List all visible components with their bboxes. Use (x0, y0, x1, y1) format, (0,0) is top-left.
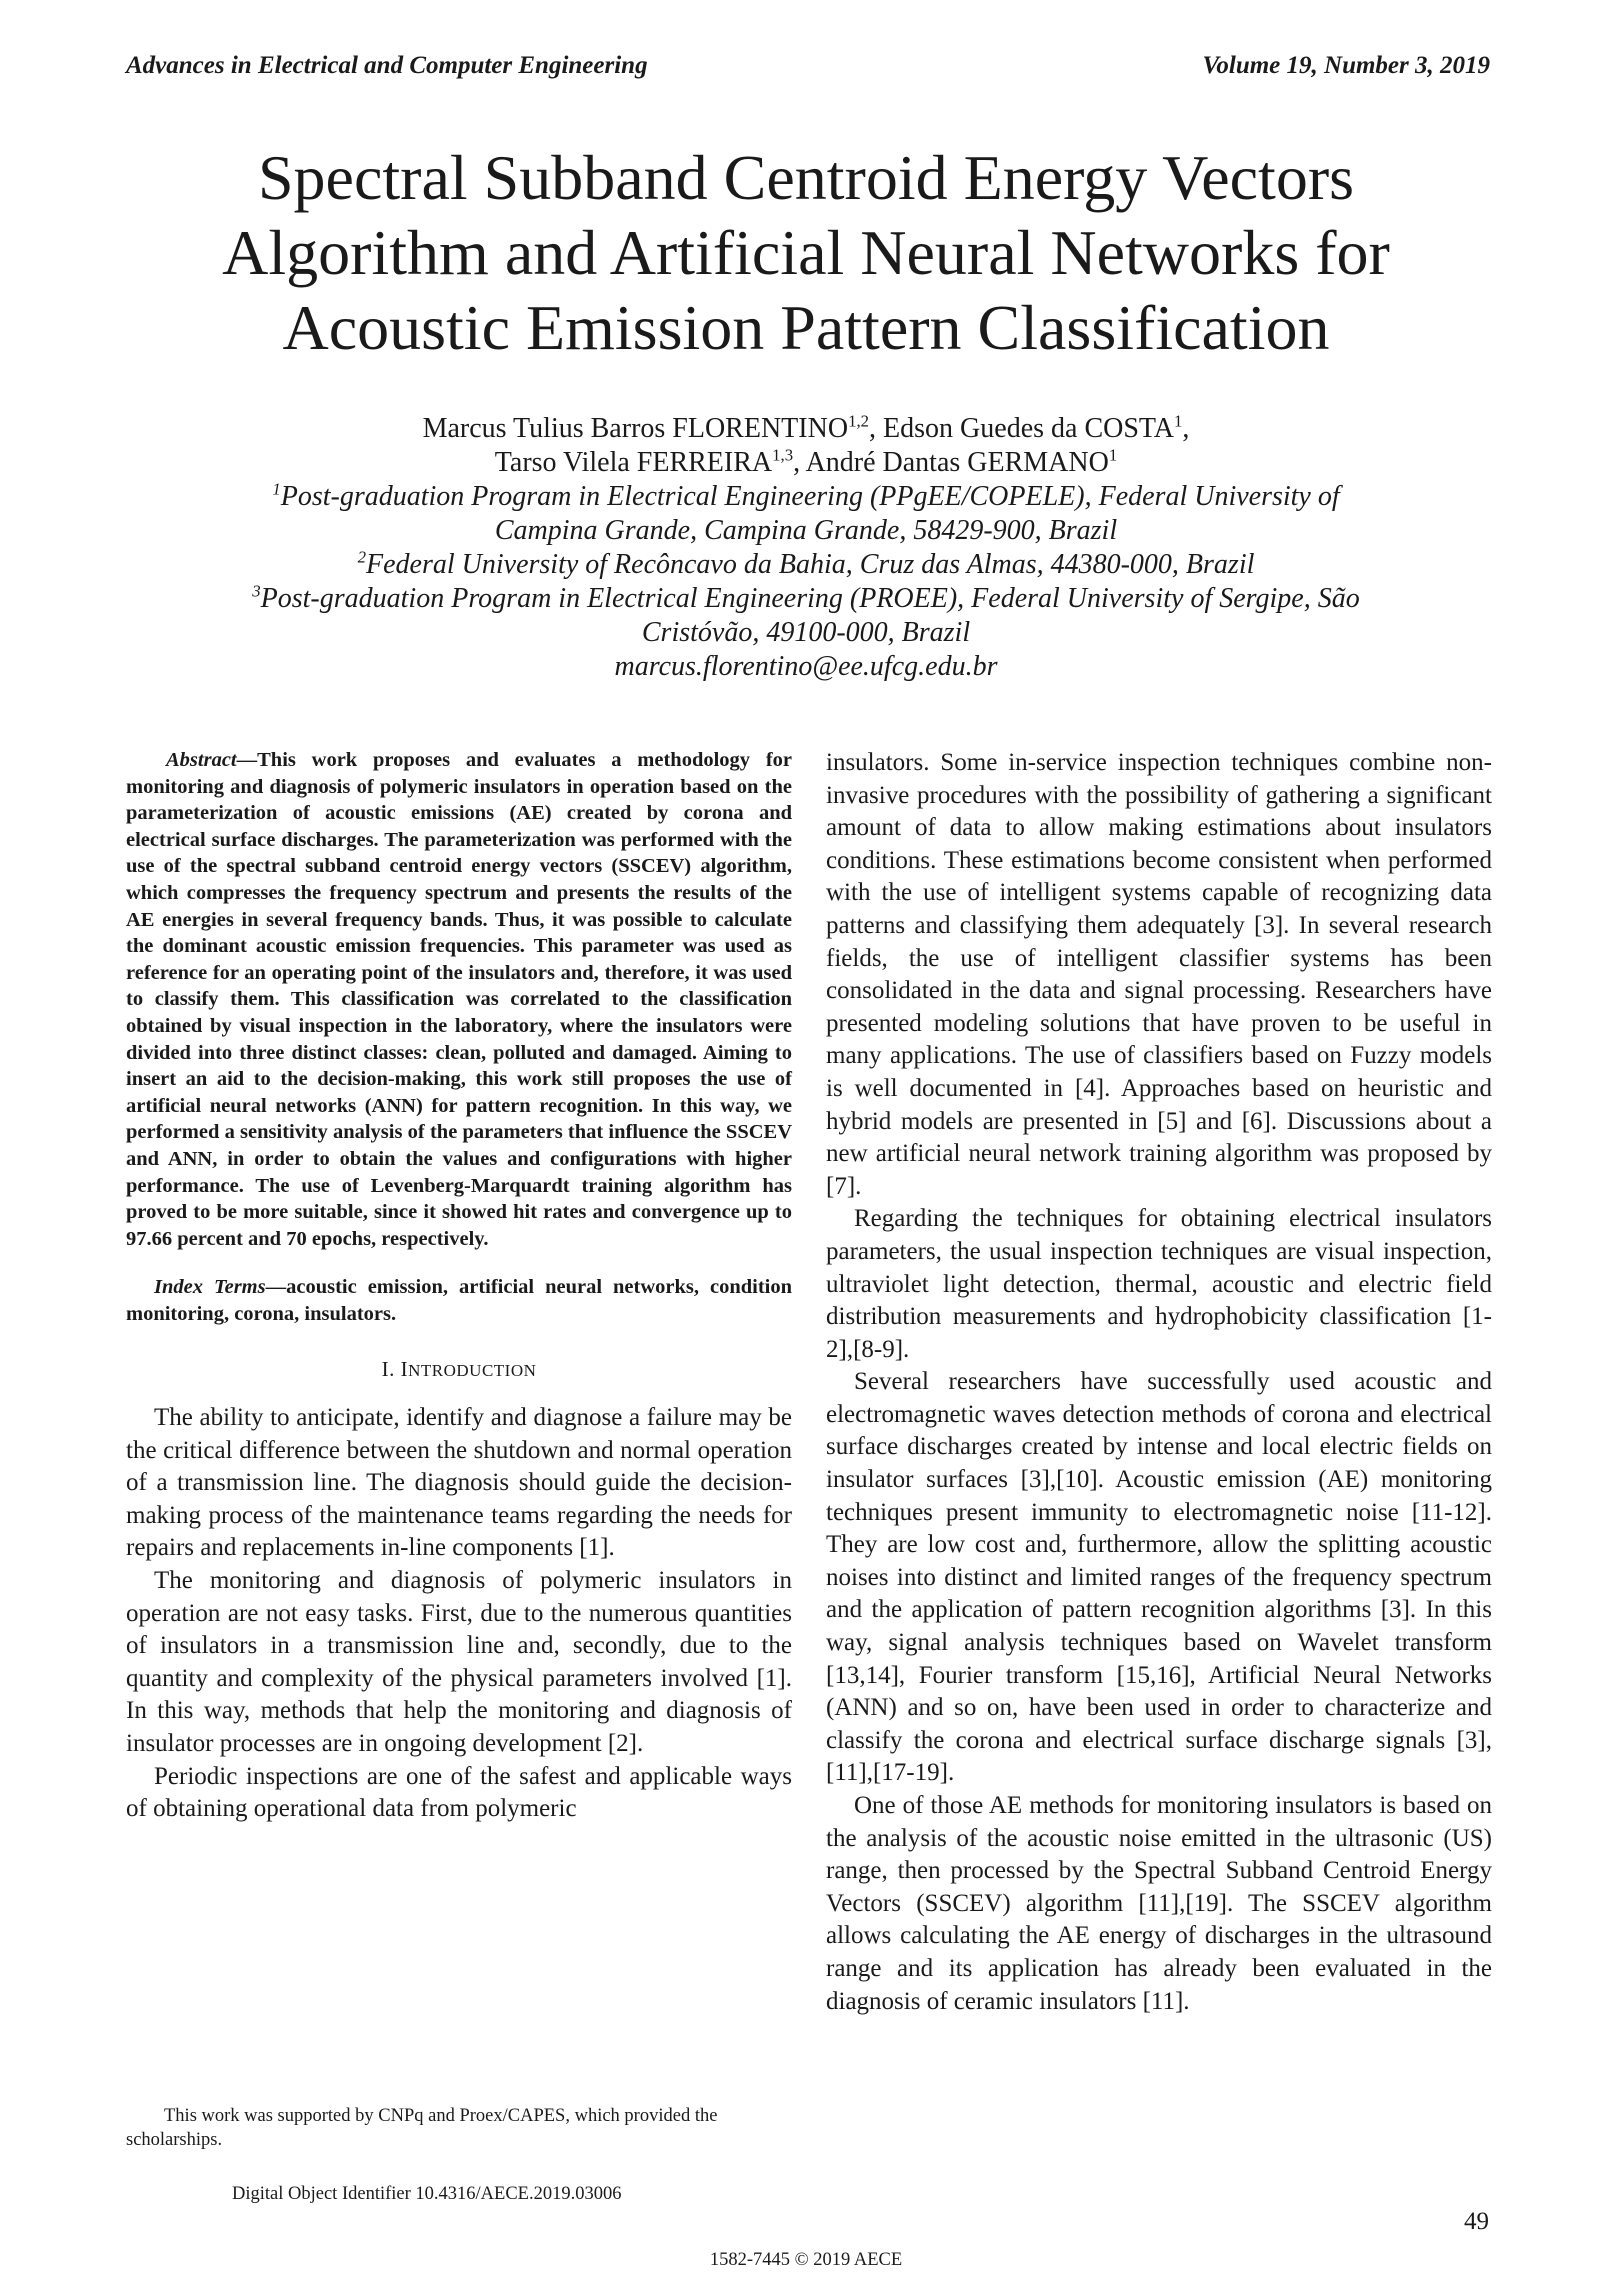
issn-copyright: 1582-7445 © 2019 AECE (709, 2250, 903, 2270)
journal-name: Advances in Electrical and Computer Engineering (126, 52, 648, 79)
author-email: marcus.florentino@ee.ufcg.edu.br (614, 651, 998, 682)
abstract (126, 747, 792, 1252)
author-name: , Edson Guedes da COSTA (869, 413, 1174, 444)
section-heading-introduction: I. INTRODUCTION (381, 1357, 537, 1382)
title-line-1: Spectral Subband Centroid Energy Vectors (257, 142, 1355, 213)
paragraph: Regarding the techniques for obtaining electrical insulators parameters, the usual inspection techniques are visual inspection, ultraviolet light detection, thermal, acoustic and electric field distribution measurements and hydrophobicity classification [1-2],[8-9]. (826, 1205, 1492, 1363)
author-affiliation-mark: 1,3 (772, 445, 794, 465)
affiliation-2: $^2$Federal University of Recôncavo da Bahia, Cruz das Almas, 44380-000, Brazil (357, 547, 1255, 580)
paragraph: The monitoring and diagnosis of polymeric insulators in operation are not easy tasks. First, due to the numerous quantities of insulators in a transmission line and, secondly, due to the quantity and complexity of the physical parameters involved [1]. In this way, methods that help the monitoring and diagnosis of insulator processes are in ongoing development [2]. (126, 1567, 792, 1757)
author-line-2 (100, 446, 1512, 480)
title-line-2: Algorithm and Artificial Neural Networks for (222, 217, 1390, 288)
paragraph: Periodic inspections are one of the safest and applicable ways of obtaining operational data from polymeric (126, 1762, 792, 1823)
left-column (126, 747, 792, 1826)
paragraph: insulators. Some in-service inspection techniques combine non-invasive procedures with the possibility of gathering a significant amount of data to allow making estimations about insulators conditions. These estimations become consistent when performed with the use of intelligent systems capable of recognizing data patterns and classifying them adequately [3]. In several research fields, the use of intelligent classifier systems has been consolidated in the data and signal processing. Researchers have presented modeling solutions that have proven to be useful in many applications. The use of classifiers based on Fuzzy models is well documented in [4]. Approaches based on heuristic and hybrid models are presented in [5] and [6]. Discussions about a new artificial neural network training algorithm was proposed by [7]. (826, 749, 1492, 1200)
author-name: Marcus Tulius Barros FLORENTINO (422, 413, 849, 444)
index-terms-label: Index Terms (154, 1276, 266, 1299)
affiliation-3-cont: Cristóvão, 49100-000, Brazil (641, 617, 971, 648)
affiliation-3: $^3$Post-graduation Program in Electrical Engineering (PROEE), Federal University of Sergipe, São (252, 581, 1360, 614)
author-block (100, 412, 1512, 684)
title-line-3: Acoustic Emission Pattern Classification (282, 292, 1330, 363)
doi: Digital Object Identifier 10.4316/AECE.2019.03006 (232, 2184, 622, 2204)
index-terms (126, 1274, 792, 1327)
right-column (826, 747, 1492, 2018)
author-name: Tarso Vilela FERREIRA (494, 447, 773, 478)
paper-title (100, 140, 1512, 365)
paragraph: The ability to anticipate, identify and diagnose a failure may be the critical difference between the shutdown and normal operation of a transmission line. The diagnosis should guide the decision-making process of the maintenance teams regarding the needs for repairs and replacements in-line components [1]. (126, 1404, 792, 1562)
affiliation-1-cont: Campina Grande, Campina Grande, 58429-900, Brazil (494, 515, 1118, 546)
page-number: 49 (1464, 2208, 1489, 2235)
author-line-1: Marcus Tulius Barros FLORENTINO$^{1,2}$, Edson Guedes da COSTA$^1$, (422, 411, 1190, 444)
abstract-text: —This work proposes and evaluates a methodology for monitoring and diagnosis of polymeric insulators in operation based on the parameterization of acoustic emissions (AE) created by corona and electrical surface discharges. The parameterization was performed with the use of the spectral subband centroid energy vectors (SSCEV) algorithm, which compresses the frequency spectrum and presents the results of the AE energies in several frequency bands. Thus, it was possible to calculate the dominant acoustic emission frequencies. This parameter was used as reference for an operating point of the insulators and, therefore, it was used to classify them. This classification was correlated to the classification obtained by visual inspection in the laboratory, where the insulators were divided into three distinct classes: clean, polluted and damaged. Aiming to insert an aid to the decision-making, this work still proposes the use of artificial neural networks (ANN) for pattern recognition. In this way, we performed a sensitivity analysis of the parameters that influence the SSCEV and ANN, in order to obtain the values and configurations with higher performance. The use of Levenberg-Marquardt training algorithm has proved to be more suitable, since it showed hit rates and convergence up to 97.66 percent and 70 epochs, respectively. (126, 749, 792, 1250)
affiliation-1: $^1$Post-graduation Program in Electrical Engineering (PPgEE/COPELE), Federal University of (272, 479, 1340, 512)
footnote: This work was supported by CNPq and Proex/CAPES, which provided the scholarships. (126, 2106, 718, 2150)
abstract-label: Abstract (166, 749, 237, 771)
author-affiliation-mark: 1,2 (848, 411, 870, 431)
author-affiliation-mark: 1 (1108, 445, 1118, 465)
volume-info: Volume 19, Number 3, 2019 (1202, 52, 1490, 79)
paragraph: Several researchers have successfully used acoustic and electromagnetic waves detection methods of corona and electrical surface discharges created by intense and local electric fields on insulator surfaces [3],[10]. Acoustic emission (AE) monitoring techniques present immunity to electromagnetic noise [11-12]. They are low cost and, furthermore, allow the splitting acoustic noises into distinct and limited ranges of the frequency spectrum and the application of pattern recognition algorithms [3]. In this way, signal analysis techniques based on Wavelet transform [13,14], Fourier transform [15,16], Artificial Neural Networks (ANN) and so on, have been used in order to characterize and classify the corona and electrical surface discharge signals [3],[11],[17-19]. (826, 1368, 1492, 1787)
author-name: , André Dantas GERMANO (793, 447, 1109, 478)
index-terms-text: —acoustic emission, artificial neural networks, condition monitoring, corona, insulators. (126, 1276, 792, 1325)
author-affiliation-mark: 1 (1174, 411, 1183, 431)
paragraph: One of those AE methods for monitoring insulators is based on the analysis of the acoustic noise emitted in the ultrasonic (US) range, then processed by the Spectral Subband Centroid Energy Vectors (SSCEV) algorithm [11],[19]. The SSCEV algorithm allows calculating the AE energy of discharges in the ultrasound range and its application has already been evaluated in the diagnosis of ceramic insulators [11]. (826, 1792, 1492, 2015)
